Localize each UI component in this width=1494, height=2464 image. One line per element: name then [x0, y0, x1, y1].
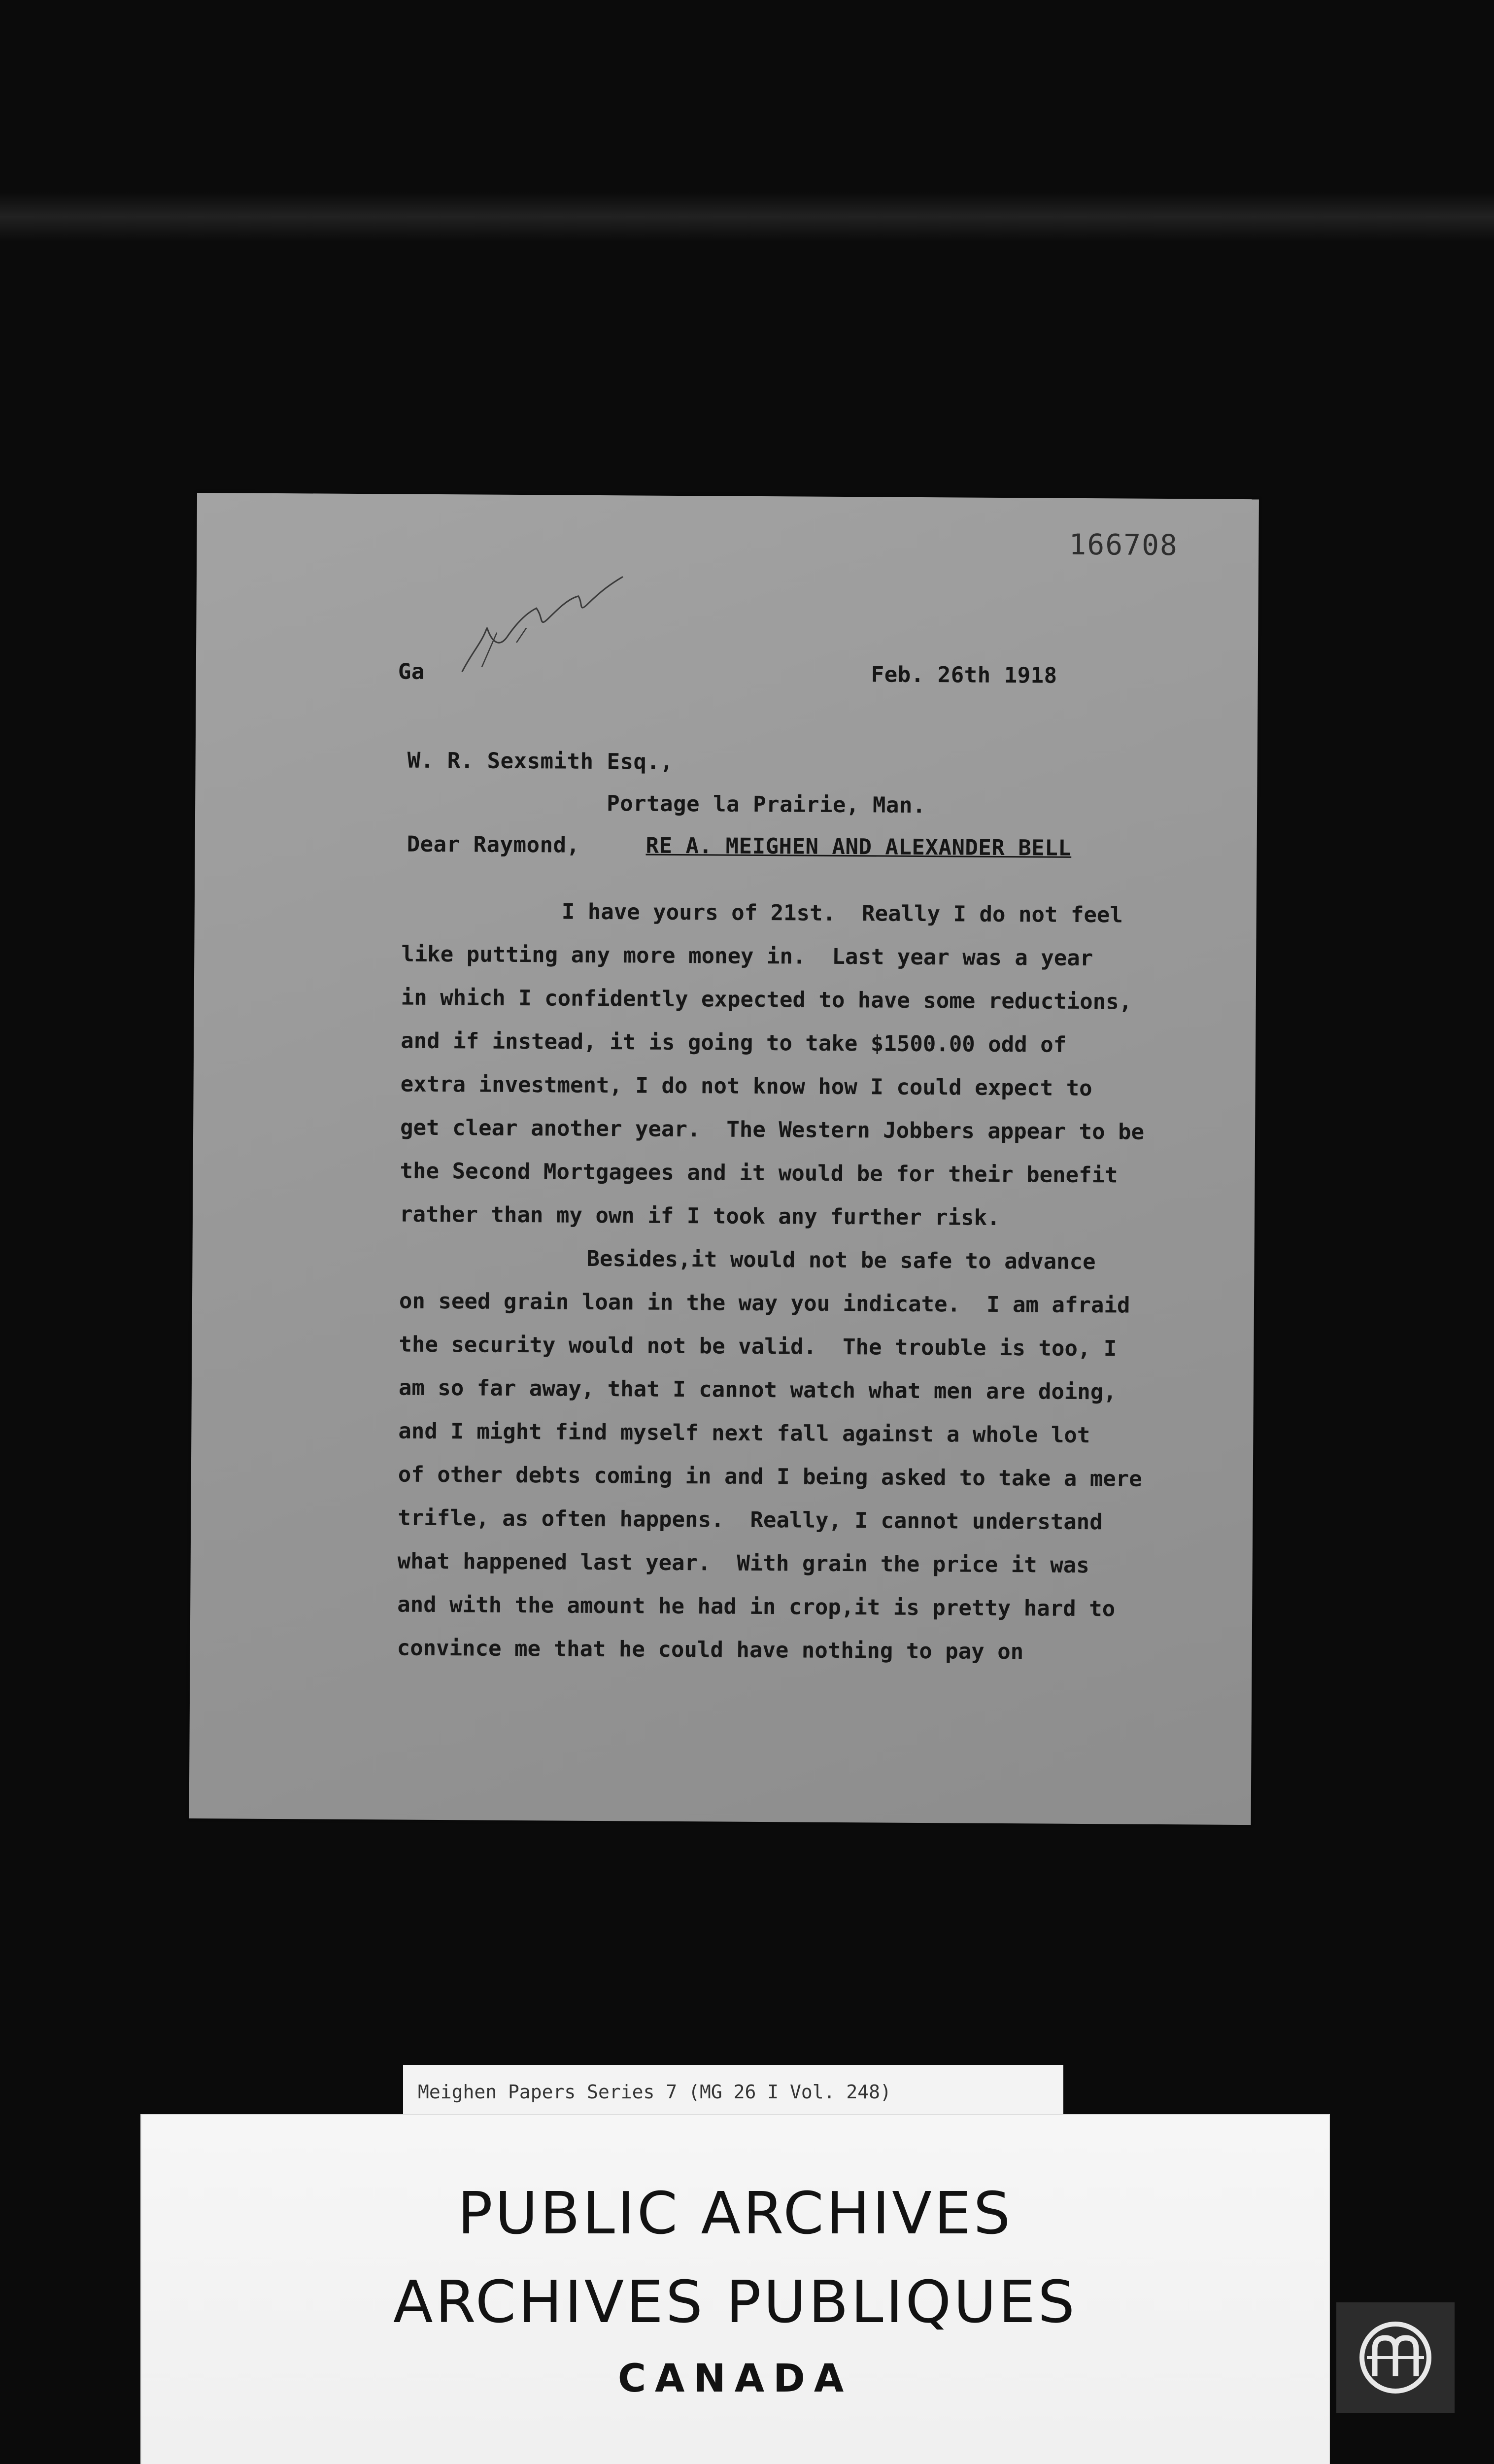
- handwritten-annotation: [452, 568, 630, 683]
- body-line: am so far away, that I cannot watch what men are doing,: [398, 1375, 1117, 1405]
- body-line: trifle, as often happens. Really, I cannot understand: [398, 1505, 1103, 1535]
- body-line: the security would not be valid. The trouble is too, I: [399, 1332, 1117, 1362]
- archives-logo-icon: [1336, 2302, 1455, 2413]
- addressee-place: Portage la Prairie, Man.: [607, 791, 926, 819]
- file-number: 166708: [1069, 527, 1179, 562]
- subject-line: RE A. MEIGHEN AND ALEXANDER BELL: [645, 833, 1072, 861]
- salutation: Dear Raymond,: [407, 831, 580, 858]
- body-line: extra investment, I do not know how I could expect to: [400, 1071, 1092, 1101]
- archive-name-french: ARCHIVES PUBLIQUES: [393, 2268, 1078, 2336]
- body-line: I have yours of 21st. Really I do not feel: [561, 899, 1123, 928]
- archive-country: CANADA: [617, 2357, 853, 2401]
- film-scratch-band: [0, 192, 1494, 241]
- letter-page: [189, 493, 1259, 1825]
- body-line: and I might find myself next fall against a whole lot: [398, 1418, 1090, 1448]
- body-line: what happened last year. With grain the price it was: [397, 1548, 1089, 1578]
- archive-name-english: PUBLIC ARCHIVES: [457, 2179, 1013, 2247]
- body-line: and if instead, it is going to take $1500.00 odd of: [401, 1028, 1067, 1058]
- body-line: get clear another year. The Western Jobbers appear to be: [400, 1115, 1145, 1145]
- body-line: on seed grain loan in the way you indicate. I am afraid: [399, 1288, 1130, 1318]
- archive-stamp-card: [140, 2114, 1330, 2464]
- typist-initials: Ga: [398, 659, 425, 684]
- body-line: rather than my own if I took any further risk.: [399, 1201, 1000, 1231]
- body-line: like putting any more money in. Last year was a year: [401, 941, 1093, 971]
- addressee-name: W. R. Sexsmith Esq.,: [407, 748, 674, 775]
- archive-reference-tab: Meighen Papers Series 7 (MG 26 I Vol. 248): [403, 2065, 1063, 2119]
- body-line: convince me that he could have nothing to pay on: [397, 1635, 1024, 1665]
- letter-date: Feb. 26th 1918: [871, 662, 1057, 688]
- body-line: of other debts coming in and I being asked to take a mere: [398, 1462, 1142, 1492]
- body-line: the Second Mortgagees and it would be for their benefit: [400, 1158, 1118, 1188]
- body-line: in which I confidently expected to have some reductions,: [401, 985, 1132, 1015]
- body-line: and with the amount he had in crop,it is pretty hard to: [397, 1592, 1116, 1622]
- body-line: Besides,it would not be safe to advance: [586, 1246, 1096, 1275]
